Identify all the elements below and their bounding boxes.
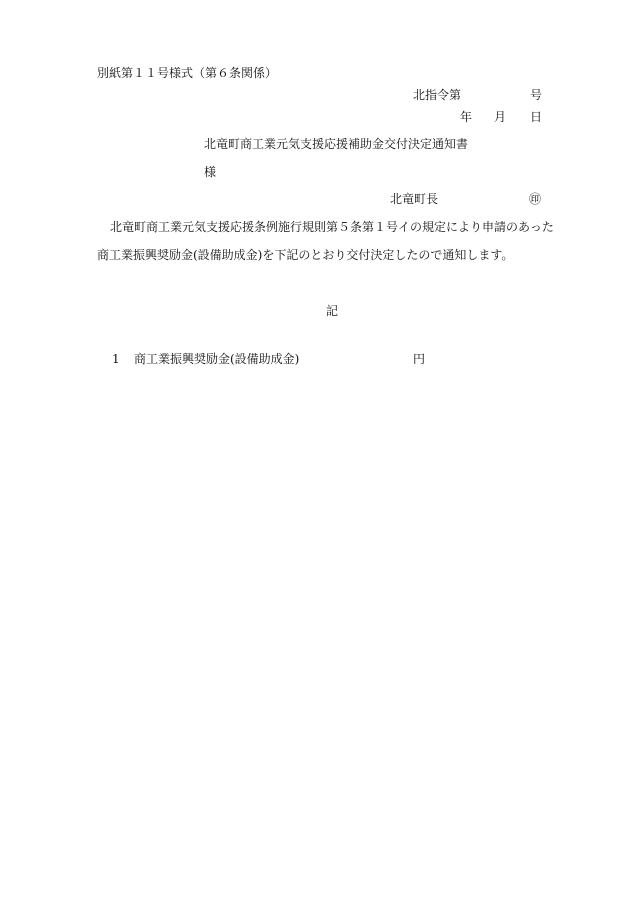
issuer-name: 北竜町長 <box>390 192 439 206</box>
date-year-label: 年 <box>460 110 473 124</box>
seal-mark: ㊞ <box>529 192 542 206</box>
recipient-honorific: 様 <box>204 165 217 179</box>
document-number-suffix: 号 <box>530 88 543 102</box>
item-label: 商工業振興奨励金(設備助成金) <box>134 352 300 366</box>
form-label: 別紙第１１号様式（第６条関係） <box>97 66 278 80</box>
document-number-prefix: 北指令第 <box>413 88 462 102</box>
item-unit: 円 <box>413 352 426 366</box>
date-day-label: 日 <box>530 110 543 124</box>
record-heading: 記 <box>326 304 339 318</box>
body-text-line-1: 北竜町商工業元気支援応援条例施行規則第５条第１号イの規定により申請のあった <box>110 220 554 234</box>
body-text-line-2: 商工業振興奨励金(設備助成金)を下記のとおり交付決定したので通知します。 <box>97 248 514 262</box>
date-month-label: 月 <box>494 110 507 124</box>
document-title: 北竜町商工業元気支援応援補助金交付決定通知書 <box>204 137 469 151</box>
item-number: 1 <box>112 352 120 366</box>
